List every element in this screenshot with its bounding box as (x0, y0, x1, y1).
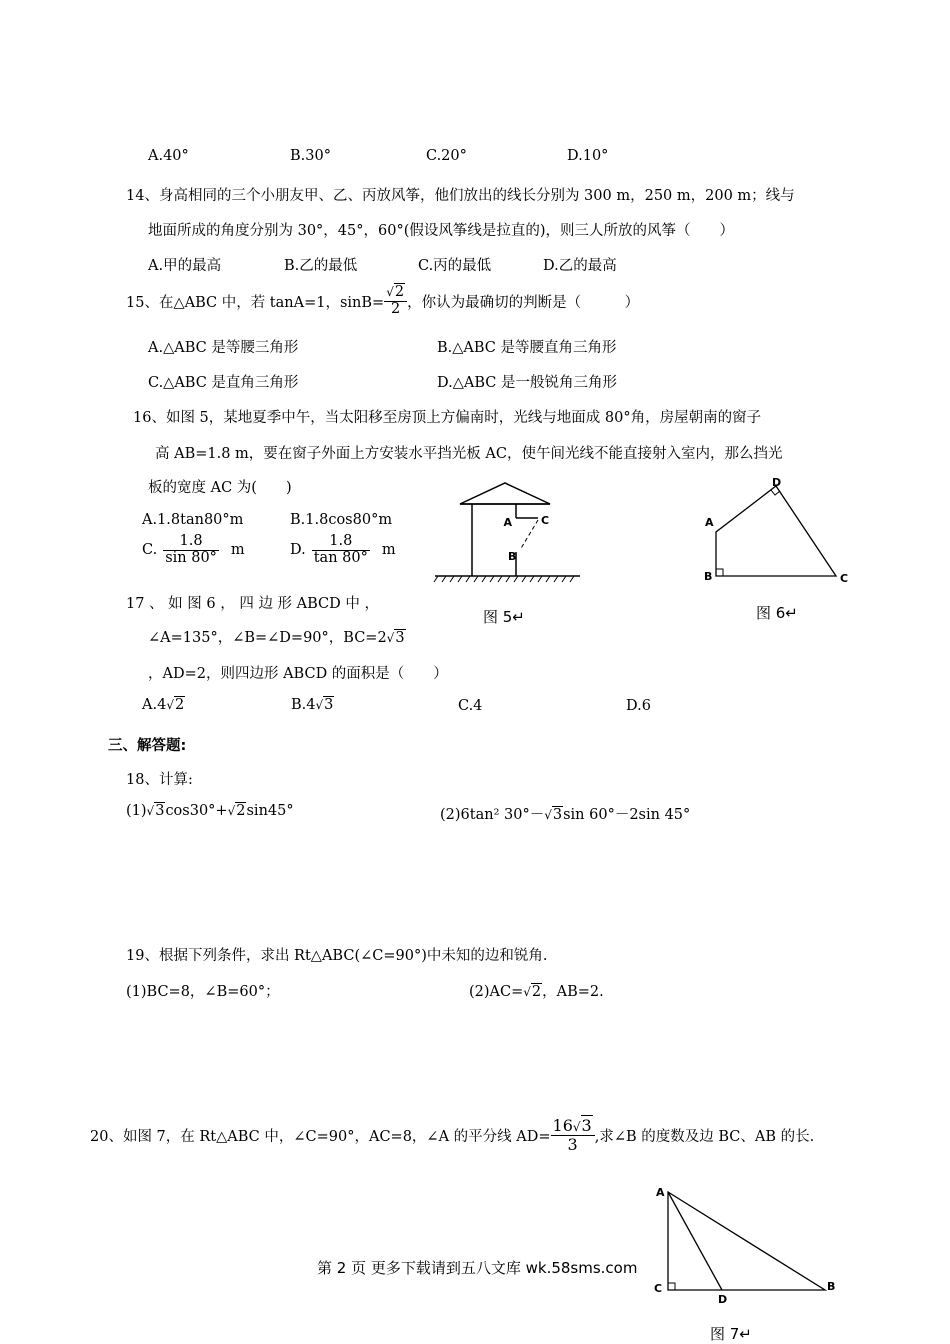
fig6-label-b: B (704, 570, 713, 583)
q17-option-b-radicand: 3 (324, 697, 334, 713)
fig5-label-c: C (541, 514, 550, 527)
q16-option-c-fraction (163, 534, 219, 567)
q14-option-a: A.甲的最高 (148, 258, 222, 274)
q17-line-2-radicand: 3 (395, 630, 405, 646)
q19-part-2-radicand: 2 (531, 984, 542, 1000)
q19-title: 19、根据下列条件，求出 Rt△ABC(∠C=90°)中未知的边和锐角. (126, 948, 548, 964)
page-footer: 第 2 页 更多下载请到五八文库 wk.58sms.com (317, 1259, 638, 1277)
q14-line-1: 14、身高相同的三个小朋友甲、乙、丙放风筝，他们放出的线长分别为 300 m，250 m，200 m；线与 (126, 188, 795, 204)
q16-option-d-unit: m (381, 542, 396, 558)
q15-option-a: A.△ABC 是等腰三角形 (148, 340, 299, 356)
q13-option-b: B.30° (290, 148, 331, 164)
fig6-label-a: A (705, 516, 714, 529)
q20-frac-den: 3 (567, 1134, 578, 1154)
section-3-title: 三、解答题: (108, 738, 187, 754)
fig7-label-c: C (654, 1282, 663, 1295)
q16-line-1: 16、如图 5，某地夏季中午，当太阳移至房顶上方偏南时，光线与地面成 80°角，房屋朝南的窗子 (133, 410, 762, 426)
q17-option-c: C.4 (458, 698, 483, 714)
q16-option-d-num: 1.8 (312, 534, 370, 551)
q16-option-d (290, 530, 396, 570)
q16-option-a: A.1.8tan80°m (142, 512, 244, 528)
q20-frac-radicand: 3 (581, 1115, 592, 1135)
q18-title: 18、计算: (126, 772, 193, 788)
q16-option-c-unit: m (230, 542, 245, 558)
q16-option-d-label: D. (290, 542, 306, 558)
q18-part-1: (1)√3cos30°+√2sin45° (126, 803, 294, 819)
figure-5 (430, 478, 590, 588)
q16-line-2: 高 AB=1.8 m，要在窗子外面上方安装水平挡光板 AC，使午间光线不能直接射入室内，那么挡光 (155, 446, 783, 462)
q18-part-2-b: sin 60°－2sin 45° (563, 807, 691, 823)
q16-option-c-label: C. (142, 542, 158, 558)
q14-line-2: 地面所成的角度分别为 30°，45°，60°(假设风筝线是拉直的)，则三人所放的风筝（ ） (148, 223, 735, 239)
q17-line-3: ，AD=2，则四边形 ABCD 的面积是（ ） (148, 666, 448, 682)
q13-option-d: D.10° (567, 148, 609, 164)
q15-frac-den: 2 (391, 300, 401, 317)
q19-part-1: (1)BC=8，∠B=60°； (126, 984, 280, 1000)
q19-part-2-a: (2)AC= (469, 984, 524, 1000)
q20-fraction: $\frac{16√3}{3}$ (551, 1117, 595, 1153)
q17-line-2: ∠A=135°，∠B=∠D=90°，BC=2√3 (148, 630, 405, 646)
q18-part-1-a: (1) (126, 803, 147, 819)
q14-option-d: D.乙的最高 (543, 258, 617, 274)
q19-part-2-b: ，AB=2. (542, 984, 604, 1000)
fig7-label-d: D (718, 1293, 728, 1304)
q15-prefix: 15、在△ABC 中，若 tanA=1，sinB= (126, 294, 385, 311)
q14-option-b: B.乙的最低 (284, 258, 358, 274)
q15-fraction: $\frac{√2}{2}$ (384, 285, 407, 318)
fig7-right-angle-c (668, 1283, 675, 1290)
q20-suffix: ,求∠B 的度数及边 BC、AB 的长. (594, 1128, 815, 1145)
fig5-roof (460, 483, 550, 504)
fig5-light-ray (520, 520, 538, 550)
fig7-label-b: B (827, 1280, 836, 1293)
q14-option-c: C.丙的最低 (418, 258, 492, 274)
fig7-triangle (668, 1192, 825, 1290)
q17-option-d: D.6 (626, 698, 651, 714)
q13-option-a: A.40° (148, 148, 189, 164)
fig7-bisector-ad (668, 1192, 722, 1290)
q17-line-2-text: ∠A=135°，∠B=∠D=90°，BC=2 (148, 630, 387, 646)
fig5-ground-hatch (434, 576, 574, 582)
q17-line-1: 17 、 如 图 6 ， 四 边 形 ABCD 中 ， (126, 596, 379, 612)
q16-option-c-den: sin 80° (165, 549, 217, 566)
fig6-right-angle-b (716, 569, 723, 576)
q19-part-2: (2)AC=√2，AB=2. (469, 984, 604, 1000)
fig6-caption: 图 6↵ (756, 604, 798, 622)
q18-part-2: (2)6tan² 30°－√3sin 60°－2sin 45° (440, 807, 691, 823)
q17-option-b-label: B.4 (291, 697, 316, 713)
figure-7 (650, 1182, 850, 1304)
q18-part-2-a: (2)6tan² 30°－ (440, 807, 545, 823)
q18-part-1-c: sin45° (246, 803, 294, 819)
q18-part-1-radicand-2: 2 (236, 803, 246, 819)
q18-part-1-radicand-1: 3 (155, 803, 165, 819)
fig5-label-a: A (503, 516, 512, 529)
q17-option-a-radicand: 2 (174, 697, 185, 713)
fig6-label-c: C (840, 572, 849, 585)
fig5-caption: 图 5↵ (483, 608, 525, 626)
q15-option-d: D.△ABC 是一般锐角三角形 (437, 375, 617, 391)
q15-option-c: C.△ABC 是直角三角形 (148, 375, 299, 391)
q18-part-2-radicand: 3 (552, 807, 563, 823)
q17-option-a-label: A.4 (142, 697, 167, 713)
q16-option-d-fraction (312, 534, 370, 567)
fig7-caption: 图 7↵ (710, 1325, 752, 1343)
q15-suffix: ，你认为最确切的判断是（ ） (407, 294, 640, 311)
q20-frac-coef: 16 (552, 1115, 573, 1135)
q16-line-3: 板的宽度 AC 为( ) (148, 480, 292, 496)
q17-option-a: A.4√2 (142, 697, 185, 713)
q13-option-c: C.20° (426, 148, 467, 164)
q16-option-c-num: 1.8 (163, 534, 219, 551)
q15-option-b: B.△ABC 是等腰直角三角形 (437, 340, 617, 356)
q15-stem (126, 280, 639, 322)
q16-option-b: B.1.8cos80°m (290, 512, 393, 528)
q16-option-c (142, 530, 245, 570)
q17-option-b: B.4√3 (291, 697, 334, 713)
figure-6 (700, 476, 860, 588)
q20-prefix: 20、如图 7，在 Rt△ABC 中，∠C=90°，AC=8，∠A 的平分线 AD= (90, 1128, 551, 1145)
fig5-label-b: B (508, 550, 517, 563)
fig6-label-d: D (772, 476, 782, 489)
q18-part-1-b: cos30°+ (165, 803, 228, 819)
q16-option-d-den: tan 80° (313, 549, 368, 566)
q15-frac-num: 2 (394, 283, 405, 300)
fig6-quadrilateral (716, 486, 836, 576)
fig7-label-a: A (656, 1186, 665, 1199)
q20-stem (90, 1110, 814, 1160)
